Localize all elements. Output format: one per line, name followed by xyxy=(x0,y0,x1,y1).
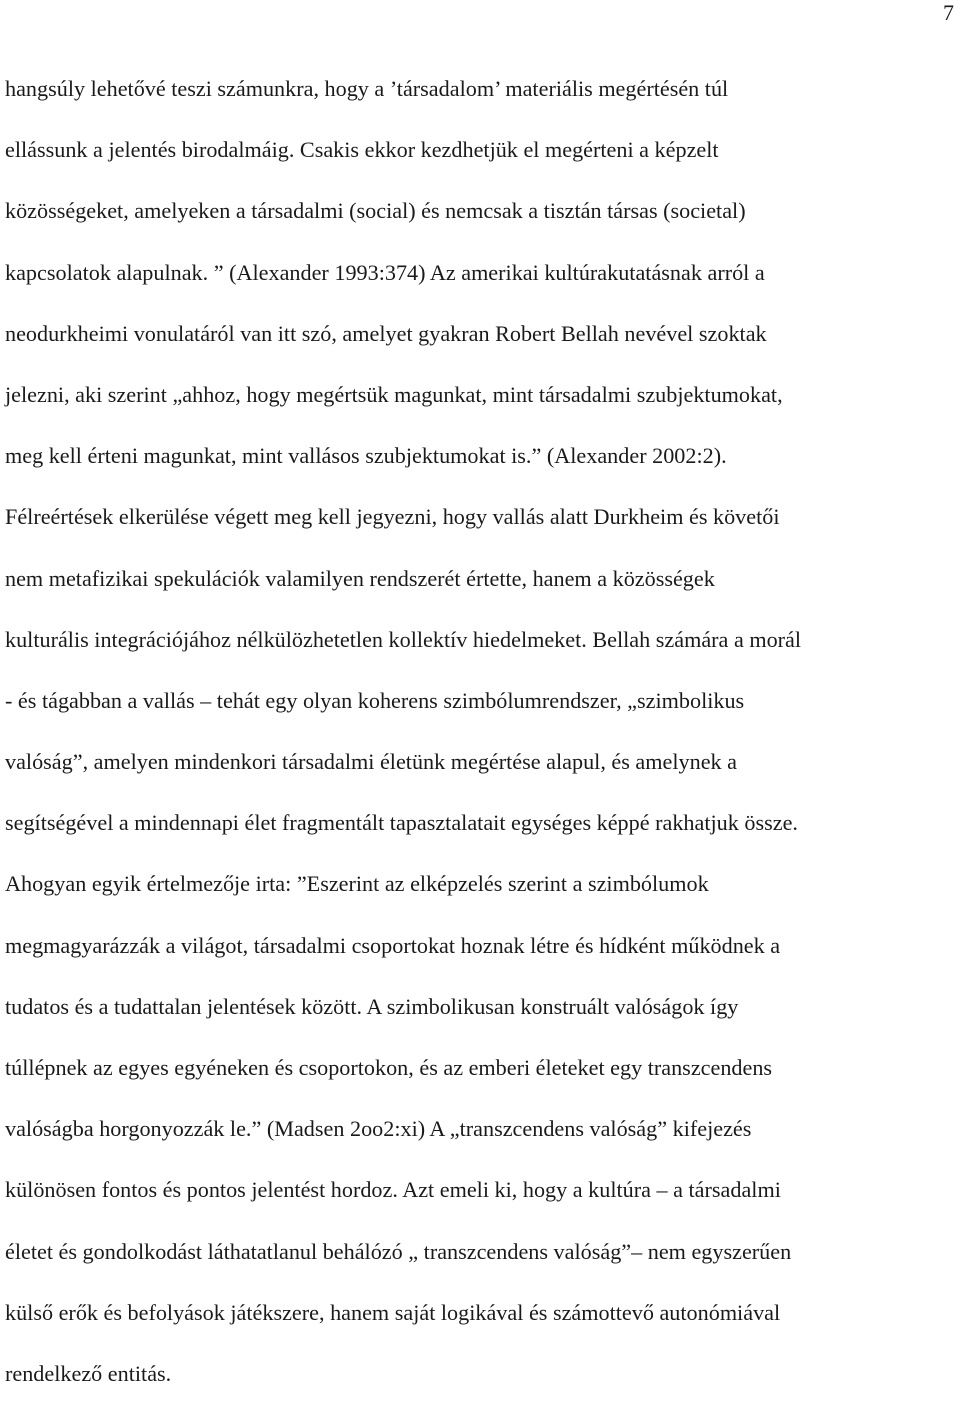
text-line: életet és gondolkodást láthatatlanul behálózó „ transzcendens valóság”– nem egyszerűen xyxy=(5,1238,792,1264)
text-line: Félreértések elkerülése végett meg kell jegyezni, hogy vallás alatt Durkheim és követői xyxy=(5,504,780,530)
text-line: különösen fontos és pontos jelentést hordoz. Azt emeli ki, hogy a kultúra – a társadalmi xyxy=(5,1177,781,1203)
text-line: nem metafizikai spekulációk valamilyen rendszerét értette, hanem a közösségek xyxy=(5,565,715,591)
text-line: neodurkheimi vonulatáról van itt szó, amelyet gyakran Robert Bellah nevével szoktak xyxy=(5,320,767,346)
text-line: közösségeket, amelyeken a társadalmi (social) és nemcsak a tisztán társas (societal) xyxy=(5,198,746,224)
page-number: 7 xyxy=(943,0,954,25)
text-line: Ahogyan egyik értelmezője irta: ”Eszerint az elképzelés szerint a szimbólumok xyxy=(5,871,709,897)
text-line: valóság”, amelyen mindenkori társadalmi életünk megértése alapul, és amelynek a xyxy=(5,749,738,775)
text-line: meg kell érteni magunkat, mint vallásos szubjektumokat is.” (Alexander 2002:2). xyxy=(5,443,727,469)
text-line: külső erők és befolyások játékszere, hanem saját logikával és számottevő autonómiával xyxy=(5,1299,781,1325)
text-line: ellássunk a jelentés birodalmáig. Csakis ekkor kezdhetjük el megérteni a képzelt xyxy=(5,137,719,163)
text-line: kapcsolatok alapulnak. ” (Alexander 1993:374) Az amerikai kultúrakutatásnak arról a xyxy=(5,259,765,285)
text-line: kulturális integrációjához nélkülözhetetlen kollektív hiedelmeket. Bellah számára a morál xyxy=(5,626,802,652)
text-line: hangsúly lehetővé teszi számunkra, hogy a ’társadalom’ materiális megértésén túl xyxy=(5,76,729,101)
text-line: rendelkező entitás. xyxy=(5,1360,172,1386)
text-line: túllépnek az egyes egyéneken és csoportokon, és az emberi életeket egy transzcendens xyxy=(5,1055,773,1080)
text-line: - és tágabban a vallás – tehát egy olyan koherens szimbólumrendszer, „szimbolikus xyxy=(5,687,745,713)
body-text xyxy=(5,58,960,1404)
text-line: segítségével a mindennapi élet fragmentált tapasztalatait egységes képpé rakhatjuk össze. xyxy=(5,810,798,836)
text-line: jelezni, aki szerint „ahhoz, hogy megértsük magunkat, mint társadalmi szubjektumokat, xyxy=(5,381,783,407)
text-line: megmagyarázzák a világot, társadalmi csoportokat hoznak létre és hídként működnek a xyxy=(5,932,781,958)
text-line: valóságba horgonyozzák le.” (Madsen 2oo2:xi) A „transzcendens valóság” kifejezés xyxy=(5,1116,752,1142)
text-line: tudatos és a tudattalan jelentések között. A szimbolikusan konstruált valóságok így xyxy=(5,993,739,1019)
